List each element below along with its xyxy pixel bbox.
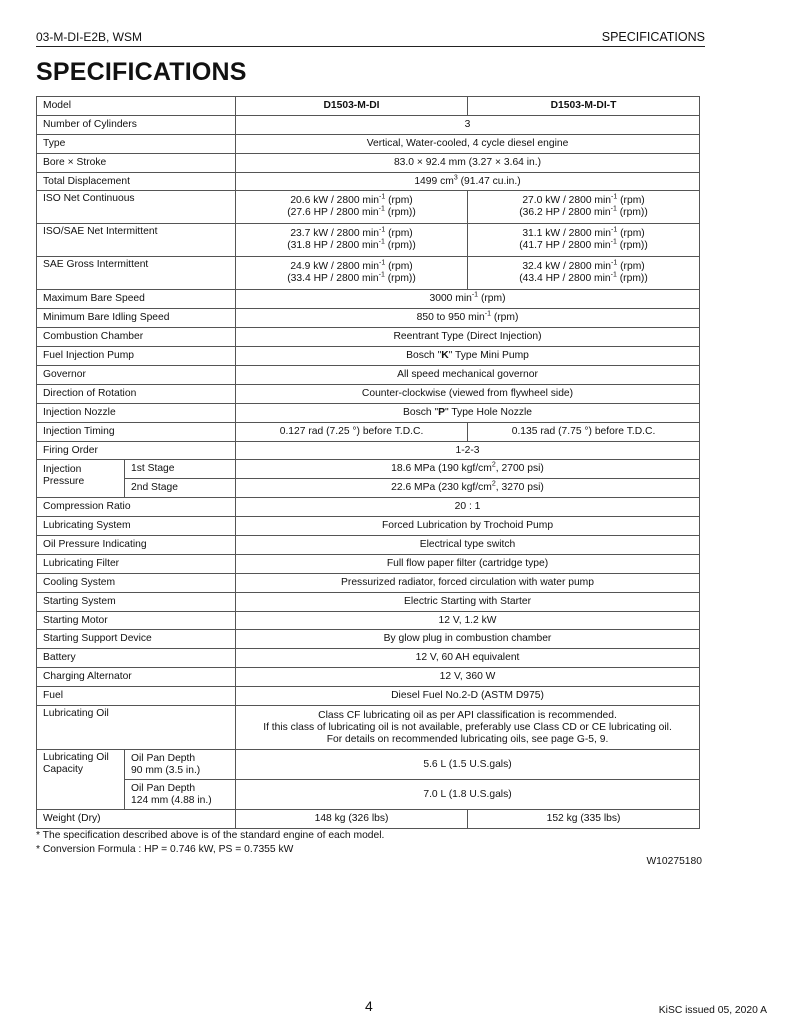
row-label: Injection Pressure: [37, 460, 125, 498]
header-label: Model: [37, 97, 236, 116]
row-label: Weight (Dry): [37, 810, 236, 829]
table-row: [37, 592, 700, 611]
row-label: Injection Nozzle: [37, 403, 236, 422]
table-row: [37, 780, 700, 810]
row-label: Firing Order: [37, 441, 236, 460]
row-value: 22.6 MPa (230 kgf/$cm^2$, 3270 psi): [236, 479, 700, 498]
model-a-value: 23.7 kW / 2800 $\min^{-1} (rpm)$ (31.8 HP / 2800 $\min^{-1} (rpm)$): [236, 224, 468, 257]
table-row: [37, 422, 700, 441]
specifications-table: [36, 96, 700, 829]
row-label: Lubricating System: [37, 517, 236, 536]
table-row: [37, 290, 700, 309]
row-label: Battery: [37, 649, 236, 668]
row-value: Class CF lubricating oil as per API classification is recommended. If this class of lubricating oil is not available, preferably use Class CD or CE lubricating oil. For details on recommended lubricating oils, see page G-5, 9.: [236, 706, 700, 750]
table-row: [37, 384, 700, 403]
model-a-value: 148 kg (326 lbs): [236, 810, 468, 829]
row-value: 3: [236, 115, 700, 134]
row-label: Fuel: [37, 687, 236, 706]
table-row: [37, 810, 700, 829]
row-value: Reentrant Type (Direct Injection): [236, 328, 700, 347]
sub-label: Oil Pan Depth 90 mm (3.5 in.): [125, 750, 236, 780]
row-label: SAE Gross Intermittent: [37, 257, 236, 290]
row-value: 12 V, 60 AH equivalent: [236, 649, 700, 668]
row-label: Lubricating Oil Capacity: [37, 750, 125, 810]
model-a-value: 20.6 kW / 2800 $\min^{-1} (rpm)$ (27.6 HP / 2800 $\min^{-1} (rpm)$): [236, 191, 468, 224]
row-label: Compression Ratio: [37, 498, 236, 517]
row-value: 5.6 L (1.5 U.S.gals): [236, 750, 700, 780]
row-value: Counter-clockwise (viewed from flywheel side): [236, 384, 700, 403]
row-value: Diesel Fuel No.2-D (ASTM D975): [236, 687, 700, 706]
table-row: [37, 115, 700, 134]
table-row: [37, 554, 700, 573]
model-b-header: D1503-M-DI-T: [468, 97, 700, 116]
issued-label: KiSC issued 05, 2020 A: [658, 1005, 767, 1016]
row-value: Electrical type switch: [236, 536, 700, 555]
table-row: [37, 347, 700, 366]
table-row: [37, 172, 700, 191]
table-row: [37, 668, 700, 687]
row-value: Forced Lubrication by Trochoid Pump: [236, 517, 700, 536]
table-row: [37, 687, 700, 706]
table-row: [37, 573, 700, 592]
row-label: Lubricating Filter: [37, 554, 236, 573]
table-row: [37, 257, 700, 290]
footnote-conversion: * Conversion Formula : HP = 0.746 kW, PS = 0.7355 kW: [36, 844, 294, 855]
row-label: Total Displacement: [37, 172, 236, 191]
table-row: [37, 441, 700, 460]
row-label: Oil Pressure Indicating: [37, 536, 236, 555]
document-id: W10275180: [646, 856, 702, 867]
row-label: Minimum Bare Idling Speed: [37, 309, 236, 328]
table-row: [37, 224, 700, 257]
row-label: Starting Support Device: [37, 630, 236, 649]
row-value: 850 to 950 $\min^{-1} (rpm)$: [236, 309, 700, 328]
table-row: [37, 517, 700, 536]
table-row: [37, 611, 700, 630]
row-label: Combustion Chamber: [37, 328, 236, 347]
page-number: 4: [365, 998, 373, 1014]
table-row: [37, 403, 700, 422]
row-label: Cooling System: [37, 573, 236, 592]
row-value: 7.0 L (1.8 U.S.gals): [236, 780, 700, 810]
model-b-value: 152 kg (335 lbs): [468, 810, 700, 829]
row-label: Type: [37, 134, 236, 153]
row-label: Governor: [37, 366, 236, 385]
row-value: 1-2-3: [236, 441, 700, 460]
model-a-value: 24.9 kW / 2800 $\min^{-1} (rpm)$ (33.4 HP / 2800 $\min^{-1} (rpm)$): [236, 257, 468, 290]
row-value: By glow plug in combustion chamber: [236, 630, 700, 649]
header-doc-code: 03-M-DI-E2B, WSM: [36, 30, 143, 44]
row-value: Full flow paper filter (cartridge type): [236, 554, 700, 573]
row-value: 12 V, 1.2 kW: [236, 611, 700, 630]
table-header-row: [37, 97, 700, 116]
row-label: Fuel Injection Pump: [37, 347, 236, 366]
row-value: 18.6 MPa (190 kgf/$cm^2$, 2700 psi): [236, 460, 700, 479]
sub-label: Oil Pan Depth 124 mm (4.88 in.): [125, 780, 236, 810]
model-b-value: 27.0 kW / 2800 $\min^{-1} (rpm)$ (36.2 HP / 2800 $\min^{-1} (rpm)$): [468, 191, 700, 224]
table-row: [37, 479, 700, 498]
row-label: Number of Cylinders: [37, 115, 236, 134]
footnote-standard-engine: * The specification described above is of the standard engine of each model.: [36, 830, 385, 841]
table-row: [37, 498, 700, 517]
row-value: 3000 $\min^{-1} (rpm)$: [236, 290, 700, 309]
model-a-value: 0.127 rad (7.25 °) before T.D.C.: [236, 422, 468, 441]
row-label: Bore × Stroke: [37, 153, 236, 172]
row-label: Charging Alternator: [37, 668, 236, 687]
row-value: 83.0 × 92.4 mm (3.27 × 3.64 in.): [236, 153, 700, 172]
table-row: [37, 366, 700, 385]
row-label: ISO Net Continuous: [37, 191, 236, 224]
model-b-value: 31.1 kW / 2800 $\min^{-1} (rpm)$ (41.7 HP / 2800 $\min^{-1} (rpm)$): [468, 224, 700, 257]
row-label: Lubricating Oil: [37, 706, 236, 750]
sub-label: 1st Stage: [125, 460, 236, 479]
row-value: Electric Starting with Starter: [236, 592, 700, 611]
table-row: [37, 536, 700, 555]
row-value: Bosch "K" Type Mini Pump: [236, 347, 700, 366]
row-label: Starting System: [37, 592, 236, 611]
table-row: [37, 153, 700, 172]
row-value: 20 : 1: [236, 498, 700, 517]
model-b-value: 0.135 rad (7.75 °) before T.D.C.: [468, 422, 700, 441]
row-value: All speed mechanical governor: [236, 366, 700, 385]
row-label: Maximum Bare Speed: [37, 290, 236, 309]
row-label: ISO/SAE Net Intermittent: [37, 224, 236, 257]
row-value: 1499 $cm^3$ (91.47 cu.in.): [236, 172, 700, 191]
header-rule: [36, 46, 705, 47]
row-label: Injection Timing: [37, 422, 236, 441]
table-row: [37, 191, 700, 224]
table-row: [37, 328, 700, 347]
table-row: [37, 134, 700, 153]
row-value: Vertical, Water-cooled, 4 cycle diesel engine: [236, 134, 700, 153]
row-label: Direction of Rotation: [37, 384, 236, 403]
table-row: [37, 750, 700, 780]
row-value: 12 V, 360 W: [236, 668, 700, 687]
page-title: SPECIFICATIONS: [36, 58, 247, 86]
table-row: [37, 649, 700, 668]
row-value: Bosch "P" Type Hole Nozzle: [236, 403, 700, 422]
model-b-value: 32.4 kW / 2800 $\min^{-1} (rpm)$ (43.4 HP / 2800 $\min^{-1} (rpm)$): [468, 257, 700, 290]
row-label: Starting Motor: [37, 611, 236, 630]
table-row: [37, 630, 700, 649]
table-row: [37, 309, 700, 328]
header-section: SPECIFICATIONS: [601, 30, 705, 44]
model-a-header: D1503-M-DI: [236, 97, 468, 116]
row-value: Pressurized radiator, forced circulation with water pump: [236, 573, 700, 592]
sub-label: 2nd Stage: [125, 479, 236, 498]
table-row: [37, 460, 700, 479]
table-row: [37, 706, 700, 750]
